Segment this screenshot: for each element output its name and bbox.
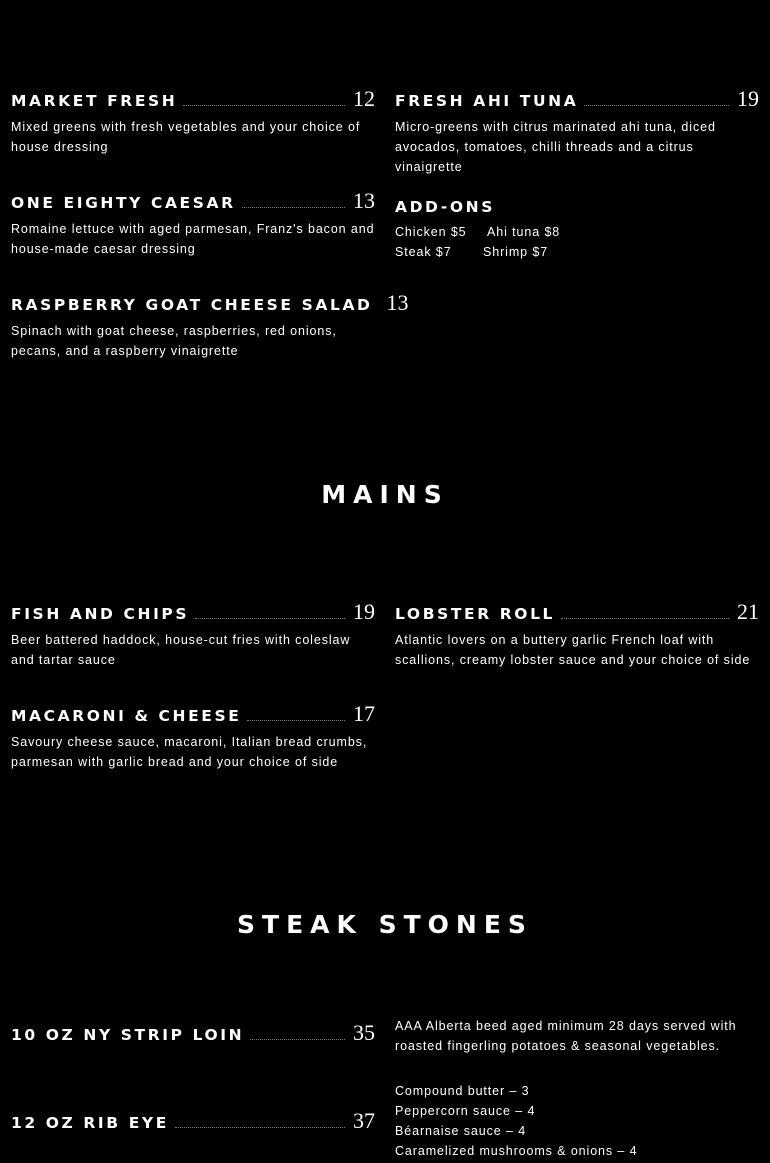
dotted-leader	[195, 617, 345, 619]
menu-item-macaroni-cheese	[11, 703, 375, 772]
addon-item: Ahi tuna $8	[487, 225, 561, 239]
item-price: 21	[737, 599, 759, 624]
steak-extra-item: Caramelized mushrooms & onions – 4	[395, 1144, 638, 1158]
steak-extras-list	[395, 1081, 757, 1161]
item-name: 10 OZ NY STRIP LOIN	[11, 1026, 245, 1044]
dotted-leader	[242, 206, 345, 208]
item-name: ONE EIGHTY CAESAR	[11, 194, 236, 212]
menu-item-ny-strip-loin	[11, 1022, 375, 1044]
steak-description: AAA Alberta beed aged minimum 28 days served with roasted fingerling potatoes & seasonal vegetables.	[395, 1019, 737, 1053]
item-name: 12 OZ RIB EYE	[11, 1114, 169, 1132]
section-title-steak-stones: STEAK STONES	[237, 910, 533, 939]
addon-item: Chicken $5	[395, 225, 467, 239]
menu-item-lobster-roll	[395, 601, 759, 670]
item-description: Savoury cheese sauce, macaroni, Italian bread crumbs, parmesan with garlic bread and your choice of side	[11, 735, 368, 769]
menu-item-goat-cheese-salad	[11, 290, 409, 361]
item-price: 19	[353, 599, 375, 624]
item-price: 37	[353, 1108, 375, 1133]
item-description: Mixed greens with fresh vegetables and your choice of house dressing	[11, 120, 361, 154]
item-description: Romaine lettuce with aged parmesan, Franz's bacon and house-made caesar dressing	[11, 222, 375, 256]
item-description: Atlantic lovers on a buttery garlic French loaf with scallions, creamy lobster sauce and your choice of side	[395, 633, 751, 667]
item-name: LOBSTER ROLL	[395, 605, 556, 623]
menu-item-market-fresh	[11, 88, 375, 157]
dotted-leader	[561, 617, 729, 619]
menu-item-rib-eye	[11, 1110, 375, 1132]
steak-extra-item: Peppercorn sauce – 4	[395, 1104, 536, 1118]
addons-title: ADD-ONS	[395, 198, 495, 216]
addon-item: Shrimp $7	[483, 245, 549, 259]
item-price: 13	[386, 290, 409, 315]
dotted-leader	[175, 1126, 345, 1128]
item-description: Spinach with goat cheese, raspberries, red onions, pecans, and a raspberry vinaigrette	[11, 324, 337, 358]
addon-item: Steak $7	[395, 245, 452, 259]
item-description: Beer battered haddock, house-cut fries with coleslaw and tartar sauce	[11, 633, 351, 667]
menu-item-fish-and-chips	[11, 601, 375, 670]
item-name: MARKET FRESH	[11, 92, 178, 110]
dotted-leader	[247, 719, 345, 721]
item-price: 19	[737, 86, 759, 111]
item-name: MACARONI & CHEESE	[11, 707, 242, 725]
item-price: 35	[353, 1020, 375, 1045]
item-name: RASPBERRY GOAT CHEESE SALAD	[11, 296, 373, 314]
steak-extra-item: Béarnaise sauce – 4	[395, 1124, 527, 1138]
addons-block	[395, 198, 560, 262]
item-price: 17	[353, 701, 375, 726]
item-price: 12	[353, 86, 375, 111]
dotted-leader	[183, 104, 345, 106]
menu-item-caesar	[11, 190, 375, 259]
menu-item-ahi-tuna	[395, 88, 759, 177]
section-title-mains: MAINS	[321, 480, 449, 509]
item-name: FRESH AHI TUNA	[395, 92, 579, 110]
item-name: FISH AND CHIPS	[11, 605, 190, 623]
steak-extra-item: Compound butter – 3	[395, 1084, 530, 1098]
item-price: 13	[353, 188, 375, 213]
dotted-leader	[250, 1038, 345, 1040]
item-description: Micro-greens with citrus marinated ahi tuna, diced avocados, tomatoes, chilli threads and a citrus vinaigrette	[395, 120, 716, 174]
dotted-leader	[584, 104, 729, 106]
